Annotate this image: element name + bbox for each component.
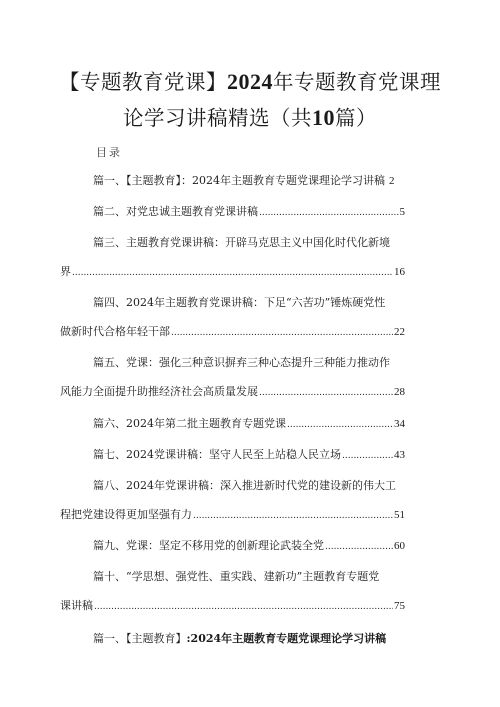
- toc-entry-page: 51: [394, 509, 405, 521]
- toc-leader-dots: [171, 324, 393, 342]
- title-part-2c: 篇）: [335, 106, 377, 130]
- toc-entry-continuation[interactable]: [60, 597, 405, 615]
- toc-entry-text: 篇二、对党忠诚主题教育党课讲稿: [93, 205, 258, 218]
- toc-entry-text: 做新时代合格年轻干部: [60, 325, 170, 338]
- toc-entry[interactable]: [60, 354, 405, 372]
- toc-entry-text: 程把党建设得更加坚强有力: [60, 508, 192, 521]
- toc-entry-text: 篇四、2024年主题教育党课讲稿：下足“六苦功”锤炼硬党性: [93, 296, 386, 309]
- toc-entry-text: 篇十、“学思想、强党性、重实践、建新功”主题教育专题党: [93, 570, 380, 583]
- toc-entry-text: 篇九、党课：坚定不移用党的创新理论武装全党: [93, 539, 324, 552]
- toc-entry-text: 篇五、党课：强化三种意识摒弃三种心态提升三种能力推动作: [93, 356, 390, 369]
- toc-entry-text: 界: [60, 265, 71, 278]
- toc-entry[interactable]: [60, 415, 405, 433]
- title-part-2a: 论学习讲稿精选（共: [123, 106, 312, 130]
- toc-entry-text: 篇六、2024年第二批主题教育专题党课: [93, 417, 286, 430]
- toc-entry[interactable]: [60, 203, 405, 221]
- toc-leader-dots: [342, 447, 393, 465]
- toc-entry-page: 34: [394, 418, 405, 430]
- toc-entry[interactable]: [60, 294, 405, 312]
- toc-entry-continuation[interactable]: [60, 383, 405, 401]
- toc-entry-page: 28: [394, 386, 405, 398]
- toc-entry-text: 篇一、【主题教育】：2024年主题教育专题党课理论学习讲稿: [93, 174, 385, 187]
- toc-entry-page: 43: [394, 449, 405, 461]
- title-part-2b: 10: [312, 105, 335, 130]
- toc-entry-page: 22: [394, 326, 405, 338]
- toc-entry-text: 篇七、2024党课讲稿：坚守人民至上站稳人民立场: [93, 448, 341, 461]
- toc-entry[interactable]: [60, 537, 405, 555]
- toc-entry-text: 课讲稿: [60, 599, 93, 612]
- toc-entry-text: 风能力全面提升助推经济社会高质量发展: [60, 385, 258, 398]
- toc-entry[interactable]: [60, 568, 405, 586]
- document-title-line-1: [40, 68, 460, 96]
- toc-entry-page: 75: [394, 600, 405, 612]
- section-heading: [93, 630, 386, 648]
- toc-entry[interactable]: [60, 172, 405, 190]
- toc-entry-page: 5: [399, 206, 405, 218]
- document-title-line-2: [40, 104, 460, 132]
- toc-leader-dots: [193, 507, 393, 525]
- title-part-1c: 年专题教育党课理: [273, 70, 441, 94]
- toc-entry[interactable]: [60, 477, 405, 495]
- toc-entry-page: 16: [394, 266, 405, 278]
- section-heading-title: :2024年主题教育专题党课理论学习讲稿: [186, 632, 387, 645]
- title-part-1a: 【专题教育党课】: [59, 70, 227, 94]
- toc-entry-text: 篇三、主题教育党课讲稿：开辟马克思主义中国化时代化新境: [93, 236, 390, 249]
- toc-leader-dots: [259, 204, 399, 222]
- toc-entry-continuation[interactable]: [60, 263, 405, 281]
- toc-leader-dots: [94, 598, 393, 616]
- toc-leader-dots: [325, 538, 393, 556]
- toc-entry-continuation[interactable]: [60, 506, 405, 524]
- toc-leader-dots: [72, 264, 393, 282]
- toc-entry-text: 篇八、2024年党课讲稿：深入推进新时代党的建设新的伟大工: [93, 479, 396, 492]
- toc-leader-dots: [259, 384, 393, 402]
- section-heading-prefix: 篇一、【主题教育】: [93, 632, 187, 645]
- toc-entry-page: 2: [389, 175, 395, 187]
- toc-leader-dots: [287, 416, 393, 434]
- toc-entry-page: 60: [394, 540, 405, 552]
- toc-heading: 目录: [96, 146, 122, 159]
- toc-entry-continuation[interactable]: [60, 323, 405, 341]
- title-part-1b: 2024: [227, 69, 273, 94]
- toc-entry[interactable]: [60, 446, 405, 464]
- toc-entry[interactable]: [60, 234, 405, 252]
